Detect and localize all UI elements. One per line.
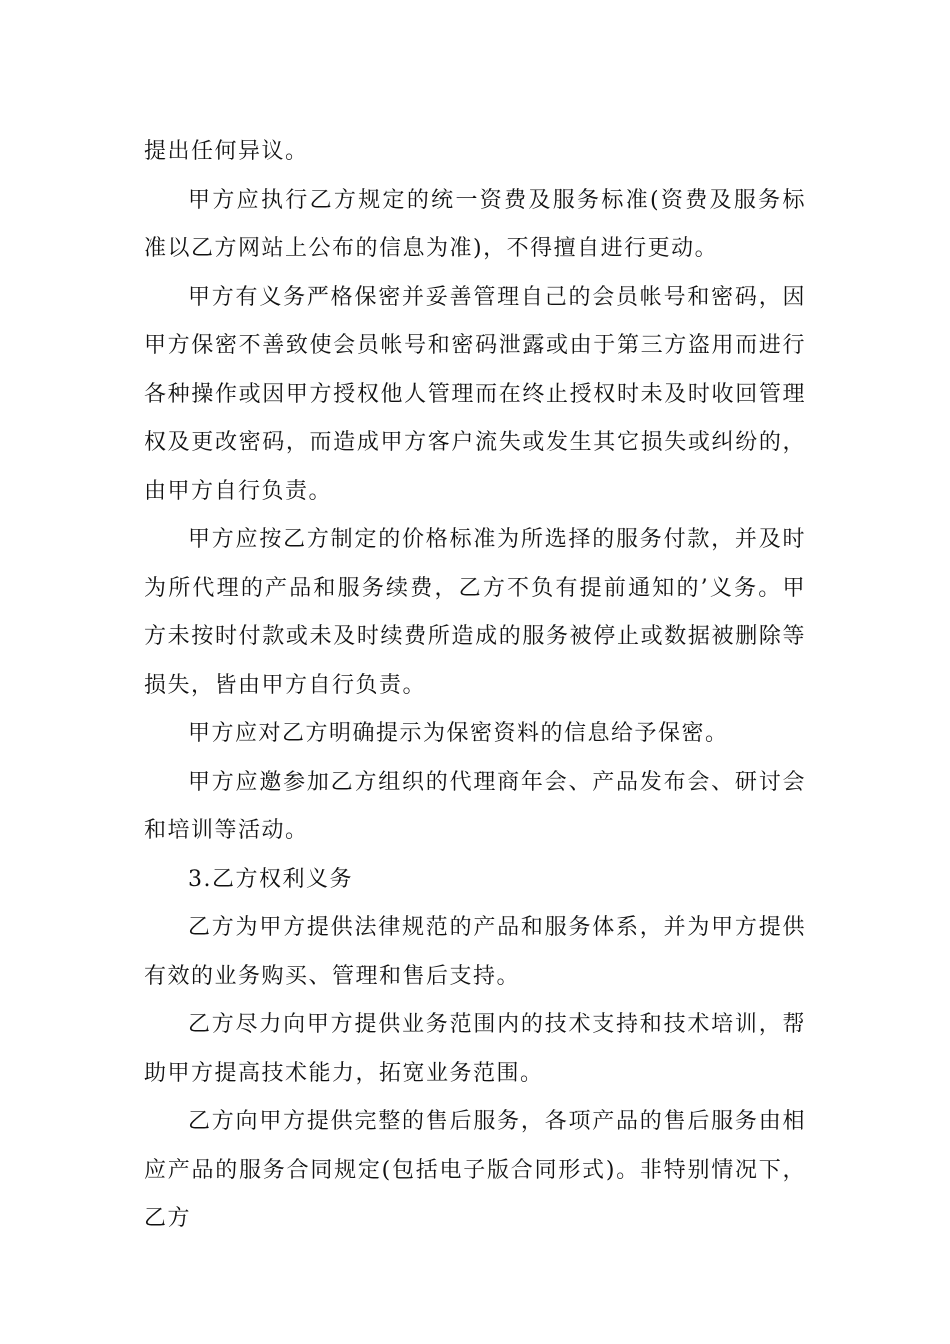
section-heading: 3.乙方权利义务 [188, 866, 353, 892]
paragraph-continuation: 提出任何异议。 [144, 139, 309, 164]
paragraph-technical-support: 乙方尽力向甲方提供业务范围内的技术支持和技术培训，帮助甲方提高技术能力，拓宽业务范围。 [144, 1012, 806, 1086]
paragraph-account-security: 甲方有义务严格保密并妥善管理自己的会员帐号和密码，因甲方保密不善致使会员帐号和密码泄露或由于第三方盗用而进行各种操作或因甲方授权他人管理而在终止授权时未及时收回管理权及更改密码，而造成甲方客户流失或发生其它损失或纠纷的，由甲方自行负责。 [144, 284, 806, 504]
paragraph-confidentiality: 甲方应对乙方明确提示为保密资料的信息给予保密。 [188, 721, 729, 746]
paragraph-events: 甲方应邀参加乙方组织的代理商年会、产品发布会、研讨会和培训等活动。 [144, 769, 806, 843]
paragraph-after-sales: 乙方向甲方提供完整的售后服务，各项产品的售后服务由相应产品的服务合同规定(包括电子版合同形式)。非特别情况下，乙方 [144, 1109, 806, 1231]
paragraph-service-system: 乙方为甲方提供法律规范的产品和服务体系，并为甲方提供有效的业务购买、管理和售后支持。 [144, 915, 806, 989]
paragraph-payment: 甲方应按乙方制定的价格标准为所选择的服务付款，并及时为所代理的产品和服务续费，乙方不负有提前通知的’义务。甲方未按时付款或未及时续费所造成的服务被停止或数据被删除等损失，皆由甲方自行负责。 [144, 527, 806, 698]
paragraph-fee-standard: 甲方应执行乙方规定的统一资费及服务标准(资费及服务标准以乙方网站上公布的信息为准)，不得擅自进行更动。 [144, 187, 806, 261]
document-body [144, 128, 806, 1244]
